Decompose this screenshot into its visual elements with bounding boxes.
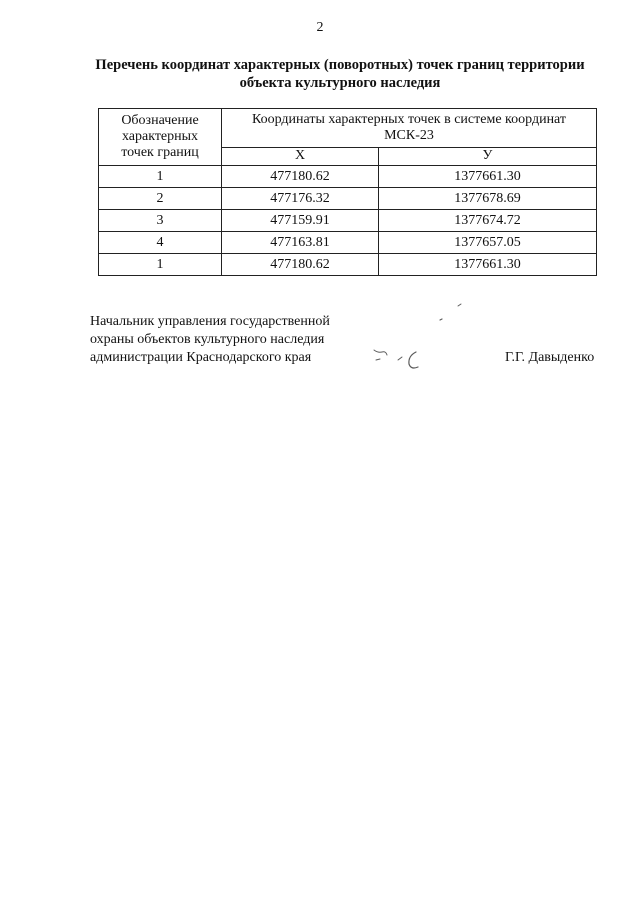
signer-position (90, 313, 330, 367)
header-point-designation (99, 109, 222, 166)
table-row (99, 254, 597, 276)
cell-point: 2 (99, 188, 222, 210)
document-title (60, 56, 620, 92)
cell-y: 1377661.30 (379, 254, 597, 276)
coordinates-table (98, 108, 597, 276)
header-group-line-1: Координаты характерных точек в системе координат (251, 111, 567, 127)
table-row (99, 188, 597, 210)
cell-y: 1377678.69 (379, 188, 597, 210)
cell-y: 1377661.30 (379, 166, 597, 188)
header-point-line-2: характерных (121, 129, 199, 144)
signer-position-line-3: администрации Краснодарского края (90, 350, 312, 365)
cell-x: 477176.32 (222, 188, 379, 210)
page-number: 2 (316, 20, 324, 35)
header-x: X (222, 147, 379, 165)
header-y: У (379, 147, 597, 165)
cell-point: 3 (99, 210, 222, 232)
table-row (99, 232, 597, 254)
header-point-line-1: Обозначение (121, 113, 199, 128)
document-title-line-2: объекта культурного наследия (239, 75, 441, 91)
handwritten-signature-icon (360, 300, 480, 380)
signer-position-line-2: охраны объектов культурного наследия (90, 332, 325, 347)
cell-point: 1 (99, 254, 222, 276)
header-group-line-2: МСК-23 (384, 127, 434, 143)
cell-x: 477163.81 (222, 232, 379, 254)
header-coordinates-group (222, 109, 597, 148)
cell-x: 477159.91 (222, 210, 379, 232)
cell-point: 4 (99, 232, 222, 254)
cell-y: 1377657.05 (379, 232, 597, 254)
cell-x: 477180.62 (222, 166, 379, 188)
cell-y: 1377674.72 (379, 210, 597, 232)
table-row (99, 210, 597, 232)
cell-x: 477180.62 (222, 254, 379, 276)
signer-position-line-1: Начальник управления государственной (90, 314, 330, 329)
signer-name: Г.Г. Давыденко (505, 350, 595, 365)
header-point-line-3: точек границ (121, 145, 199, 160)
cell-point: 1 (99, 166, 222, 188)
document-title-line-1: Перечень координат характерных (поворотных) точек границ территории (95, 57, 585, 73)
table-row (99, 166, 597, 188)
